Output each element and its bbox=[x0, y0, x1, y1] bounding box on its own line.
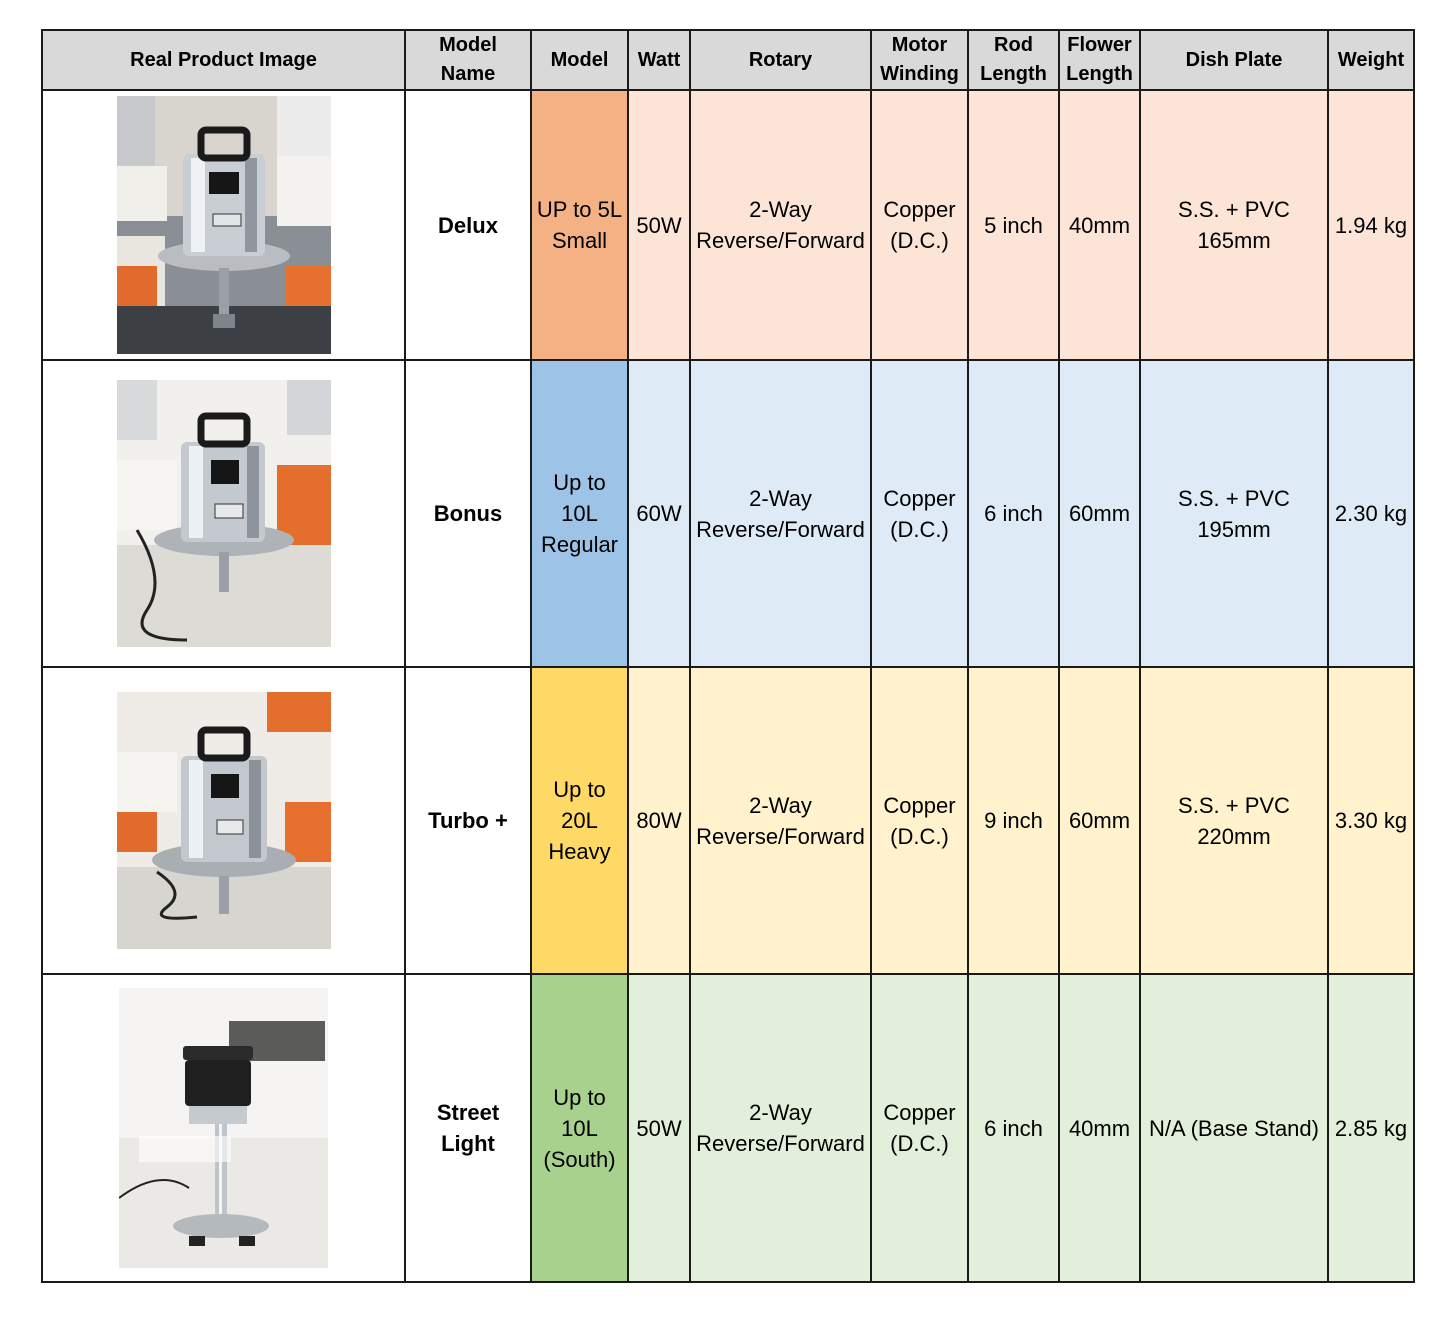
header-line: Model bbox=[439, 34, 497, 56]
cell-line: Reverse/Forward bbox=[696, 1131, 865, 1156]
turbo-churner-photo bbox=[117, 692, 331, 949]
cell-line: Copper bbox=[883, 485, 956, 511]
deluxe-churner-photo bbox=[117, 96, 331, 354]
header-flower-length bbox=[1059, 30, 1140, 90]
cell-line: (D.C.) bbox=[890, 228, 949, 253]
header-line: Motor bbox=[891, 34, 948, 56]
model-name-cell: Bonus bbox=[405, 360, 531, 667]
cell-line: 2-Way bbox=[749, 197, 812, 222]
header-weight: Weight bbox=[1328, 30, 1414, 90]
flower-length-cell: 60mm bbox=[1059, 667, 1140, 974]
motor-winding-cell bbox=[871, 90, 968, 360]
product-comparison-table bbox=[41, 29, 1415, 1283]
cell-line: (D.C.) bbox=[890, 823, 949, 849]
header-motor-winding bbox=[871, 30, 968, 90]
model-capacity-cell bbox=[531, 360, 628, 667]
cell-line: 2-Way bbox=[749, 1100, 812, 1125]
cell-line: 10L bbox=[561, 1115, 598, 1141]
model-name-cell: Street Light bbox=[405, 974, 531, 1282]
table-row bbox=[42, 667, 1414, 974]
cell-line: Up to bbox=[553, 470, 606, 495]
product-image-cell bbox=[42, 974, 405, 1282]
cell-line: (South) bbox=[543, 1146, 616, 1172]
header-dish-plate: Dish Plate bbox=[1140, 30, 1328, 90]
motor-winding-cell bbox=[871, 667, 968, 974]
cell-line: Reverse/Forward bbox=[696, 516, 865, 542]
model-capacity-cell bbox=[531, 90, 628, 360]
rotary-cell bbox=[690, 90, 871, 360]
table-row bbox=[42, 974, 1414, 1282]
dish-plate-cell: S.S. + PVC 195mm bbox=[1140, 360, 1328, 667]
weight-cell: 3.30 kg bbox=[1328, 667, 1414, 974]
cell-line: UP to 5L bbox=[536, 197, 623, 222]
watt-cell: 60W bbox=[628, 360, 690, 667]
watt-cell: 50W bbox=[628, 90, 690, 360]
cell-line: Small bbox=[551, 228, 607, 253]
rod-length-cell: 9 inch bbox=[968, 667, 1059, 974]
flower-length-cell: 40mm bbox=[1059, 974, 1140, 1282]
cell-line: 2-Way bbox=[749, 792, 812, 818]
rotary-cell bbox=[690, 667, 871, 974]
motor-winding-cell bbox=[871, 360, 968, 667]
cell-line: Reverse/Forward bbox=[696, 228, 865, 253]
weight-cell: 2.30 kg bbox=[1328, 360, 1414, 667]
watt-cell: 80W bbox=[628, 667, 690, 974]
header-rod-length bbox=[968, 30, 1059, 90]
product-image-cell bbox=[42, 90, 405, 360]
header-line: Rod bbox=[994, 34, 1033, 56]
header-line: Length bbox=[980, 63, 1047, 85]
header-line: Length bbox=[1066, 63, 1133, 85]
rod-length-cell: 5 inch bbox=[968, 90, 1059, 360]
flower-length-cell: 40mm bbox=[1059, 90, 1140, 360]
cell-line: Regular bbox=[540, 532, 619, 557]
cell-line: Heavy bbox=[548, 839, 611, 864]
watt-cell: 50W bbox=[628, 974, 690, 1282]
header-model: Model bbox=[531, 30, 628, 90]
rod-length-cell: 6 inch bbox=[968, 974, 1059, 1282]
product-image-cell bbox=[42, 360, 405, 667]
cell-line: 2-Way bbox=[749, 485, 812, 511]
cell-line: Up to bbox=[553, 1084, 606, 1110]
model-name-cell: Turbo + bbox=[405, 667, 531, 974]
cell-line: Copper bbox=[883, 1100, 956, 1125]
weight-cell: 1.94 kg bbox=[1328, 90, 1414, 360]
cell-line: Copper bbox=[883, 197, 956, 222]
header-line: Name bbox=[440, 63, 496, 85]
motor-winding-cell bbox=[871, 974, 968, 1282]
dish-plate-cell: S.S. + PVC 165mm bbox=[1140, 90, 1328, 360]
header-model-name bbox=[405, 30, 531, 90]
header-rotary: Rotary bbox=[690, 30, 871, 90]
cell-line: Up to bbox=[553, 777, 606, 802]
street-light-churner-photo bbox=[119, 988, 328, 1268]
cell-line: 10L bbox=[561, 501, 598, 526]
rotary-cell bbox=[690, 974, 871, 1282]
weight-cell: 2.85 kg bbox=[1328, 974, 1414, 1282]
dish-plate-cell: S.S. + PVC 220mm bbox=[1140, 667, 1328, 974]
cell-line: Reverse/Forward bbox=[696, 823, 865, 849]
header-row bbox=[42, 30, 1414, 90]
model-capacity-cell bbox=[531, 974, 628, 1282]
model-capacity-cell bbox=[531, 667, 628, 974]
header-watt: Watt bbox=[628, 30, 690, 90]
rod-length-cell: 6 inch bbox=[968, 360, 1059, 667]
flower-length-cell: 60mm bbox=[1059, 360, 1140, 667]
header-real-product-image: Real Product Image bbox=[42, 30, 405, 90]
dish-plate-cell: N/A (Base Stand) bbox=[1140, 974, 1328, 1282]
model-name-cell: Delux bbox=[405, 90, 531, 360]
product-image-cell bbox=[42, 667, 405, 974]
header-line: Flower bbox=[1067, 34, 1132, 56]
cell-line: (D.C.) bbox=[890, 1131, 949, 1156]
header-line: Winding bbox=[880, 63, 959, 85]
table-row bbox=[42, 90, 1414, 360]
bonus-churner-photo bbox=[117, 380, 331, 647]
table-row bbox=[42, 360, 1414, 667]
rotary-cell bbox=[690, 360, 871, 667]
cell-line: Copper bbox=[883, 792, 956, 818]
cell-line: (D.C.) bbox=[890, 516, 949, 542]
cell-line: 20L bbox=[561, 808, 598, 833]
